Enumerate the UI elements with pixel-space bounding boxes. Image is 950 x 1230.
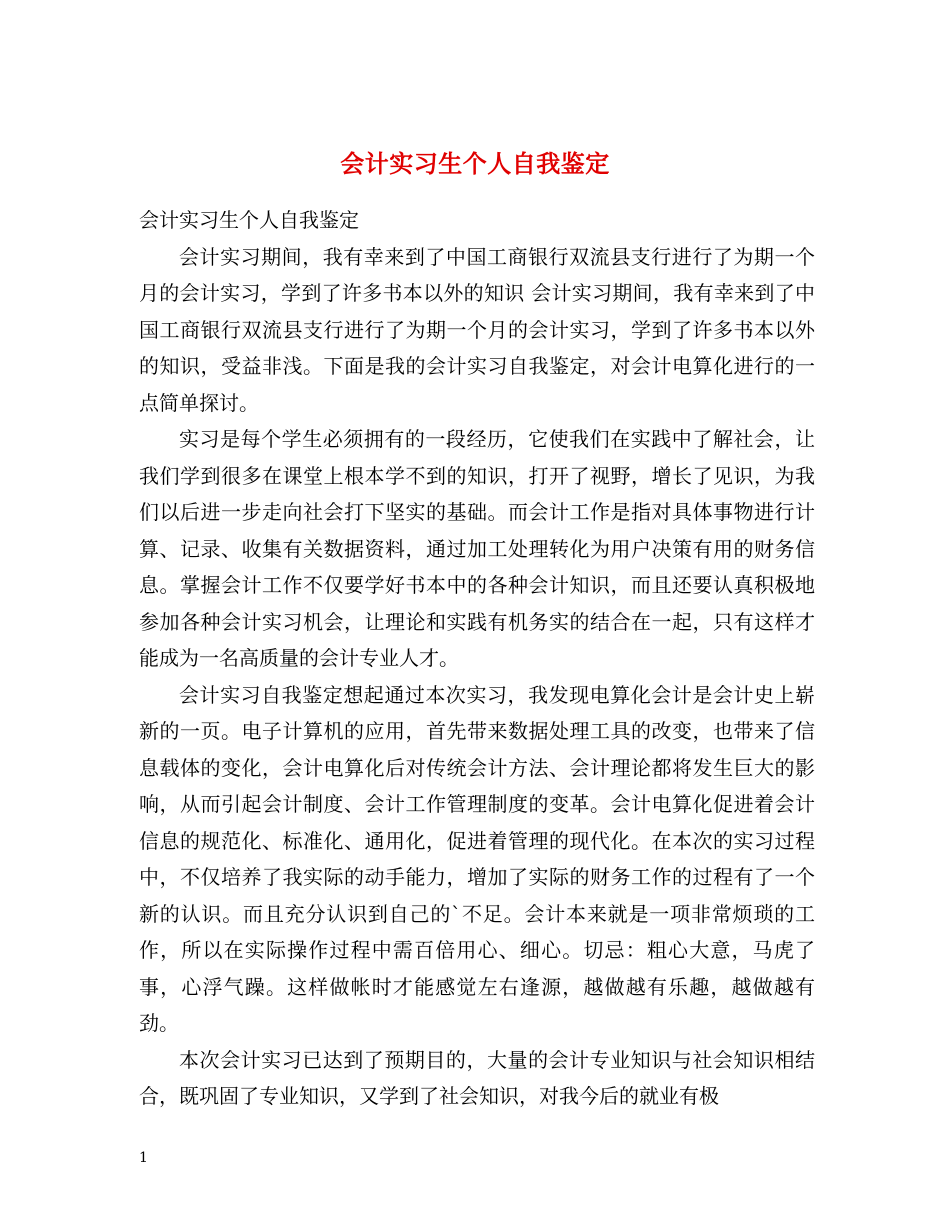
paragraph: 会计实习期间，我有幸来到了中国工商银行双流县支行进行了为期一个月的会计实习，学到了许多书本以外的知识 会计实习期间，我有幸来到了中国工商银行双流县支行进行了为期一个月的会计实习，学到了许多书本以外的知识，受益非浅。下面是我的会计实习自我鉴定，对会计电算化进行的一点简单探讨。 [139,244,815,415]
document-subtitle: 会计实习生个人自我鉴定 [139,208,359,232]
paragraph: 本次会计实习已达到了预期目的，大量的会计专业知识与社会知识相结合，既巩固了专业知识，又学到了社会知识，对我今后的就业有极 [139,1047,815,1108]
paragraph: 会计实习自我鉴定想起通过本次实习，我发现电算化会计是会计史上崭新的一页。电子计算机的应用，首先带来数据处理工具的改变，也带来了信息载体的变化，会计电算化后对传统会计方法、会计理论都将发生巨大的影响，从而引起会计制度、会计工作管理制度的变革。会计电算化促进着会计信息的规范化、标准化、通用化，促进着管理的现代化。在本次的实习过程中，不仅培养了我实际的动手能力，增加了实际的财务工作的过程有了一个新的认识。而且充分认识到自己的`不足。会计本来就是一项非常烦琐的工作，所以在实际操作过程中需百倍用心、细心。切忌：粗心大意，马虎了事，心浮气躁。这样做帐时才能感觉左右逢源，越做越有乐趣，越做越有劲。 [139,682,815,1035]
document-title: 会计实习生个人自我鉴定 [340,149,610,179]
page-number: 1 [139,1150,148,1166]
paragraph: 实习是每个学生必须拥有的一段经历，它使我们在实践中了解社会，让我们学到很多在课堂上根本学不到的知识，打开了视野，增长了见识，为我们以后进一步走向社会打下坚实的基础。而会计工作是指对具体事物进行计算、记录、收集有关数据资料，通过加工处理转化为用户决策有用的财务信息。掌握会计工作不仅要学好书本中的各种会计知识，而且还要认真积极地参加各种会计实习机会，让理论和实践有机务实的结合在一起，只有这样才能成为一名高质量的会计专业人才。 [139,427,815,670]
document-body [139,202,815,1115]
